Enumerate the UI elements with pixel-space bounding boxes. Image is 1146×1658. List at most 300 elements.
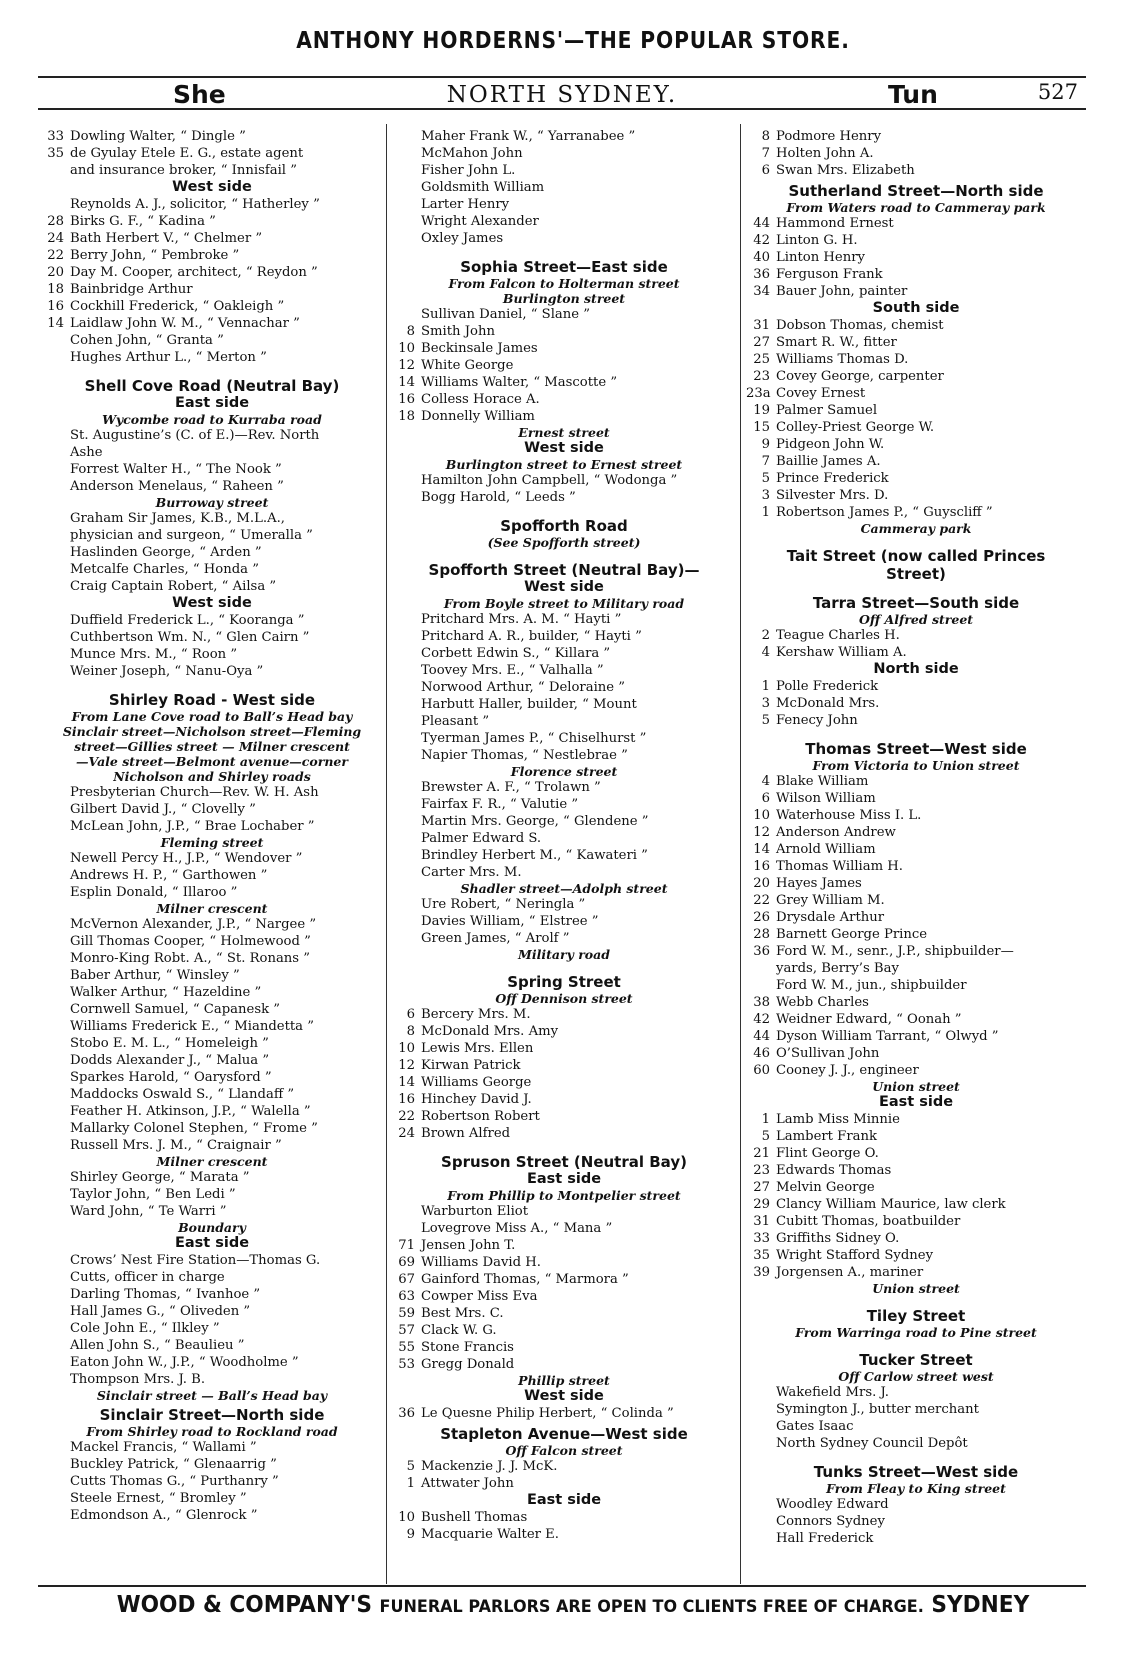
house-number: 21 <box>753 1146 770 1161</box>
directory-entry <box>40 510 384 527</box>
entry-text: McVernon Alexander, J.P., “ Nargee ” <box>70 917 317 932</box>
directory-entry <box>40 1490 384 1507</box>
directory-entry <box>40 801 384 818</box>
house-number: 60 <box>753 1063 770 1078</box>
entry-text: Walker Arthur, “ Hazeldine ” <box>70 985 262 1000</box>
cross-street-note: Ernest street <box>518 425 610 440</box>
directory-entry <box>40 1035 384 1052</box>
directory-entry <box>391 357 737 374</box>
directory-entry <box>40 884 384 901</box>
directory-entry <box>40 967 384 984</box>
entry-text: Presbyterian Church—Rev. W. H. Ash <box>70 785 319 800</box>
entry-text: Brewster A. F., “ Trolawn ” <box>421 780 601 795</box>
cross-street-note: Off Dennison street <box>495 991 633 1006</box>
entry-text: Hall James G., “ Oliveden ” <box>70 1304 251 1319</box>
spacer <box>746 1340 1086 1348</box>
entry-text: Brindley Herbert M., “ Kawateri ” <box>421 848 648 863</box>
directory-entry <box>40 578 384 595</box>
directory-entry <box>40 984 384 1001</box>
directory-entry <box>391 1237 737 1254</box>
directory-entry <box>391 1006 737 1023</box>
directory-entry <box>40 427 384 444</box>
directory-entry <box>40 1018 384 1035</box>
footer-message: FUNERAL PARLORS ARE OPEN TO CLIENTS FREE OF CHARGE. <box>379 1597 924 1617</box>
cross-street-note: Burlington street <box>502 291 626 306</box>
street-heading: Shell Cove Road (Neutral Bay) <box>84 377 340 395</box>
directory-entry <box>40 1337 384 1354</box>
directory-entry <box>746 317 1086 334</box>
house-number: 10 <box>398 341 415 356</box>
entry-text: Ferguson Frank <box>776 267 883 282</box>
spacer <box>40 680 384 688</box>
house-number: 33 <box>47 129 64 144</box>
entry-text: Russell Mrs. J. M., “ Craignair ” <box>70 1138 282 1153</box>
directory-entry <box>746 1384 1086 1401</box>
directory-entry <box>40 818 384 835</box>
entry-text: Gainford Thomas, “ Marmora ” <box>421 1272 629 1287</box>
entry-text: Williams David H. <box>421 1255 541 1270</box>
entry-text: Teague Charles H. <box>776 628 900 643</box>
directory-entry <box>391 1203 737 1220</box>
entry-text: Harbutt Haller, builder, “ Mount <box>421 697 637 712</box>
cross-street-note: From Warringa road to Pine street <box>795 1325 1037 1340</box>
house-number: 33 <box>753 1231 770 1246</box>
header-rule-bottom <box>38 108 1086 110</box>
entry-text: Smith John <box>421 324 495 339</box>
directory-entry <box>40 478 384 495</box>
entry-text: Hughes Arthur L., “ Merton ” <box>70 350 267 365</box>
house-number: 25 <box>753 352 770 367</box>
directory-entry <box>391 611 737 628</box>
directory-entry <box>391 323 737 340</box>
entry-text: Taylor John, “ Ben Ledi ” <box>70 1187 236 1202</box>
entry-text: Pritchard A. R., builder, “ Hayti ” <box>421 629 642 644</box>
house-number: 20 <box>47 265 64 280</box>
entry-text: Attwater John <box>421 1476 514 1491</box>
directory-entry <box>746 875 1086 892</box>
column-divider <box>740 124 741 1584</box>
directory-entry <box>391 730 737 747</box>
entry-text: Mackel Francis, “ Wallami ” <box>70 1440 257 1455</box>
directory-entry <box>391 779 737 796</box>
directory-entry <box>40 349 384 366</box>
directory-entry <box>391 408 737 425</box>
directory-entry <box>391 913 737 930</box>
entry-text: Cole John E., “ Ilkley ” <box>70 1321 220 1336</box>
directory-entry <box>391 679 737 696</box>
entry-text: Prince Frederick <box>776 471 889 486</box>
cross-street-note: Off Carlow street west <box>838 1369 994 1384</box>
directory-entry <box>746 824 1086 841</box>
directory-entry <box>391 1288 737 1305</box>
entry-text: Day M. Cooper, architect, “ Reydon ” <box>70 265 318 280</box>
house-number: 36 <box>753 267 770 282</box>
directory-entry <box>40 916 384 933</box>
entry-text: Williams Thomas D. <box>776 352 909 367</box>
directory-entry <box>391 696 737 713</box>
cross-street-note: Off Alfred street <box>858 612 974 627</box>
directory-entry <box>40 1137 384 1154</box>
house-number: 8 <box>761 129 770 144</box>
cross-street-note: Burroway street <box>155 495 269 510</box>
directory-entry <box>40 1186 384 1203</box>
entry-text: Lovegrove Miss A., “ Mana ” <box>421 1221 613 1236</box>
entry-text: Buckley Patrick, “ Glenaarrig ” <box>70 1457 277 1472</box>
directory-entry <box>391 1220 737 1237</box>
entry-text: Silvester Mrs. D. <box>776 488 889 503</box>
entry-text: Pidgeon John W. <box>776 437 885 452</box>
spacer <box>391 962 737 970</box>
directory-entry <box>40 1303 384 1320</box>
entry-text: Donnelly William <box>421 409 535 424</box>
entry-text: Monro-King Robt. A., “ St. Ronans ” <box>70 951 310 966</box>
directory-entry <box>391 1091 737 1108</box>
house-number: 59 <box>398 1306 415 1321</box>
entry-text: Swan Mrs. Elizabeth <box>776 163 915 178</box>
house-number: 22 <box>47 248 64 263</box>
directory-entry <box>40 933 384 950</box>
entry-text: Edmondson A., “ Glenrock ” <box>70 1508 258 1523</box>
directory-entry <box>746 790 1086 807</box>
directory-column-2 <box>391 128 737 1583</box>
house-number: 18 <box>47 282 64 297</box>
entry-text: Weidner Edward, “ Oonah ” <box>776 1012 962 1027</box>
directory-entry <box>746 162 1086 179</box>
guide-word-left: She <box>173 80 226 109</box>
entry-text: Williams Walter, “ Mascotte ” <box>421 375 618 390</box>
entry-text: Colley-Priest George W. <box>776 420 935 435</box>
directory-entry <box>40 1103 384 1120</box>
directory-entry <box>40 1354 384 1371</box>
directory-entry <box>746 283 1086 300</box>
entry-text: Hall Frederick <box>776 1531 874 1546</box>
entry-text: Toovey Mrs. E., “ Valhalla ” <box>421 663 604 678</box>
cross-street-note: Fleming street <box>160 835 264 850</box>
entry-text: Crows’ Nest Fire Station—Thomas G. <box>70 1253 321 1268</box>
entry-text: Robertson Robert <box>421 1109 540 1124</box>
directory-entry <box>746 1011 1086 1028</box>
directory-entry <box>746 943 1086 960</box>
house-number: 10 <box>398 1510 415 1525</box>
entry-text: Steele Ernest, “ Bromley ” <box>70 1491 247 1506</box>
directory-entry <box>746 1128 1086 1145</box>
directory-entry <box>746 1045 1086 1062</box>
entry-text: Linton Henry <box>776 250 865 265</box>
house-number: 14 <box>398 375 415 390</box>
entry-text: Arnold William <box>776 842 876 857</box>
entry-text: Covey Ernest <box>776 386 866 401</box>
entry-text: Kirwan Patrick <box>421 1058 521 1073</box>
house-number: 46 <box>753 1046 770 1061</box>
cross-street-note: Union street <box>872 1281 960 1296</box>
directory-entry <box>391 1023 737 1040</box>
house-number: 5 <box>761 1129 770 1144</box>
cross-street-note: Sinclair street—Nicholson street—Fleming <box>62 724 362 739</box>
directory-entry <box>40 663 384 680</box>
entry-text: Cuthbertson Wm. N., “ Glen Cairn ” <box>70 630 310 645</box>
entry-text: McLean John, J.P., “ Brae Lochaber ” <box>70 819 315 834</box>
entry-text: Podmore Henry <box>776 129 882 144</box>
directory-entry <box>391 1125 737 1142</box>
cross-street-note: Sinclair street — Ball’s Head bay <box>96 1388 328 1403</box>
entry-text: Birks G. F., “ Kadina ” <box>70 214 216 229</box>
directory-entry <box>746 994 1086 1011</box>
directory-entry <box>746 1162 1086 1179</box>
directory-entry <box>746 695 1086 712</box>
side-heading: East side <box>878 1094 954 1110</box>
house-number: 28 <box>753 927 770 942</box>
entry-text: Bath Herbert V., “ Chelmer ” <box>70 231 263 246</box>
directory-entry <box>746 1213 1086 1230</box>
house-number: 34 <box>753 284 770 299</box>
directory-entry <box>746 1530 1086 1547</box>
house-number: 1 <box>406 1476 415 1491</box>
directory-entry <box>40 145 384 162</box>
entry-text: Feather H. Atkinson, J.P., “ Walella ” <box>70 1104 311 1119</box>
directory-entry <box>40 281 384 298</box>
directory-entry <box>40 213 384 230</box>
directory-entry <box>746 470 1086 487</box>
directory-entry <box>40 1439 384 1456</box>
directory-entry <box>391 1356 737 1373</box>
directory-entry <box>746 977 1086 994</box>
cross-street-note: Boundary <box>178 1220 246 1235</box>
house-number: 7 <box>761 146 770 161</box>
directory-entry <box>391 1040 737 1057</box>
house-number: 14 <box>47 316 64 331</box>
footer-advertiser: WOOD & COMPANY'S <box>116 1592 373 1618</box>
directory-entry <box>746 1418 1086 1435</box>
spacer <box>746 536 1086 544</box>
entry-text: Holten John A. <box>776 146 874 161</box>
directory-entry <box>746 1196 1086 1213</box>
entry-text: Gates Isaac <box>776 1419 854 1434</box>
entry-text: Maher Frank W., “ Yarranabee ” <box>421 129 636 144</box>
directory-entry <box>746 1145 1086 1162</box>
house-number: 28 <box>47 214 64 229</box>
entry-text: Jensen John T. <box>421 1238 516 1253</box>
directory-entry <box>746 215 1086 232</box>
house-number: 3 <box>761 696 770 711</box>
spacer <box>746 729 1086 737</box>
entry-text: McDonald Mrs. <box>776 696 880 711</box>
entry-text: de Gyulay Etele E. G., estate agent <box>70 146 304 161</box>
directory-entry <box>40 230 384 247</box>
entry-text: Best Mrs. C. <box>421 1306 504 1321</box>
entry-text: Laidlaw John W. M., “ Vennachar ” <box>70 316 300 331</box>
entry-text: Lewis Mrs. Ellen <box>421 1041 534 1056</box>
house-number: 71 <box>398 1238 415 1253</box>
entry-text: Palmer Edward S. <box>421 831 542 846</box>
entry-text: Martin Mrs. George, “ Glendene ” <box>421 814 649 829</box>
directory-entry <box>746 1062 1086 1079</box>
directory-entry <box>391 196 737 213</box>
directory-entry <box>746 436 1086 453</box>
street-heading: Sutherland Street—North side <box>788 182 1044 200</box>
directory-entry <box>391 1526 737 1543</box>
entry-text: Bogg Harold, “ Leeds ” <box>421 490 576 505</box>
entry-text: Eaton John W., J.P., “ Woodholme ” <box>70 1355 299 1370</box>
entry-text: Gill Thomas Cooper, “ Holmewood ” <box>70 934 311 949</box>
entry-text: Blake William <box>776 774 869 789</box>
entry-text: Newell Percy H., J.P., “ Wendover ” <box>70 851 303 866</box>
directory-entry <box>40 1001 384 1018</box>
directory-entry <box>391 864 737 881</box>
directory-entry <box>746 1028 1086 1045</box>
directory-entry <box>40 561 384 578</box>
entry-text: Thompson Mrs. J. B. <box>70 1372 206 1387</box>
directory-entry <box>40 629 384 646</box>
entry-text: Sparkes Harold, “ Oarysford ” <box>70 1070 272 1085</box>
house-number: 44 <box>753 1029 770 1044</box>
directory-entry <box>746 351 1086 368</box>
house-number: 29 <box>753 1197 770 1212</box>
entry-text: Cutts Thomas G., “ Purthanry ” <box>70 1474 279 1489</box>
side-heading: West side <box>172 179 252 195</box>
entry-text: Hayes James <box>776 876 862 891</box>
directory-entry <box>391 1305 737 1322</box>
directory-entry <box>746 773 1086 790</box>
side-heading: South side <box>872 300 960 316</box>
cross-street-note: Wycombe road to Kurraba road <box>102 412 322 427</box>
spacer <box>391 550 737 558</box>
directory-entry <box>746 1179 1086 1196</box>
running-head <box>38 76 1086 108</box>
house-number: 53 <box>398 1357 415 1372</box>
entry-text: Fairfax F. R., “ Valutie ” <box>421 797 579 812</box>
directory-entry <box>40 850 384 867</box>
house-number: 27 <box>753 335 770 350</box>
cross-street-note: From Falcon to Holterman street <box>448 276 680 291</box>
directory-entry <box>746 627 1086 644</box>
directory-entry <box>391 489 737 506</box>
house-number: 6 <box>761 163 770 178</box>
entry-text: McMahon John <box>421 146 523 161</box>
page-title: NORTH SYDNEY. <box>446 82 678 108</box>
directory-entry <box>40 1203 384 1220</box>
entry-text: Graham Sir James, K.B., M.L.A., <box>70 511 285 526</box>
house-number: 8 <box>406 324 415 339</box>
directory-entry <box>40 1252 384 1269</box>
house-number: 14 <box>398 1075 415 1090</box>
street-heading: Stapleton Avenue—West side <box>440 1425 688 1443</box>
entry-continuation: Reynolds A. J., solicitor, “ Hatherley ” <box>70 197 320 212</box>
directory-entry <box>746 1111 1086 1128</box>
entry-text: Williams George <box>421 1075 532 1090</box>
directory-entry <box>391 662 737 679</box>
entry-text: North Sydney Council Depôt <box>776 1436 968 1451</box>
directory-entry <box>40 784 384 801</box>
street-heading: Street) <box>886 565 946 583</box>
cross-street-note: Off Falcon street <box>505 1443 623 1458</box>
spacer <box>746 583 1086 591</box>
entry-text: Goldsmith William <box>421 180 545 195</box>
directory-entry <box>746 1247 1086 1264</box>
entry-text: Cohen John, “ Granta ” <box>70 333 224 348</box>
entry-text: Allen John S., “ Beaulieu ” <box>70 1338 245 1353</box>
cross-street-note: From Boyle street to Military road <box>443 596 685 611</box>
cross-street-note: street—Gillies street — Milner crescent <box>74 739 350 754</box>
cross-street-note: Milner crescent <box>156 901 268 916</box>
directory-entry <box>40 264 384 281</box>
directory-entry <box>391 847 737 864</box>
directory-entry <box>746 385 1086 402</box>
directory-entry <box>391 128 737 145</box>
directory-entry <box>391 747 737 764</box>
directory-entry <box>746 1401 1086 1418</box>
directory-entry <box>746 712 1086 729</box>
directory-entry <box>40 247 384 264</box>
entry-text: Smart R. W., fitter <box>776 335 897 350</box>
cross-street-note: Nicholson and Shirley roads <box>113 769 311 784</box>
directory-entry <box>391 796 737 813</box>
street-heading: Spofforth Street (Neutral Bay)— <box>428 561 700 579</box>
entry-text: Sullivan Daniel, “ Slane ” <box>421 307 591 322</box>
directory-entry <box>391 1057 737 1074</box>
directory-entry <box>746 145 1086 162</box>
directory-entry <box>746 909 1086 926</box>
house-number: 22 <box>753 893 770 908</box>
house-number: 14 <box>753 842 770 857</box>
directory-entry <box>746 368 1086 385</box>
entry-text: Lambert Frank <box>776 1129 877 1144</box>
house-number: 42 <box>753 233 770 248</box>
entry-text: Mackenzie J. J. McK. <box>421 1459 558 1474</box>
directory-entry <box>746 926 1086 943</box>
directory-entry <box>391 213 737 230</box>
entry-text: Palmer Samuel <box>776 403 878 418</box>
entry-text: McDonald Mrs. Amy <box>421 1024 559 1039</box>
directory-entry <box>40 1286 384 1303</box>
entry-text: Berry John, “ Pembroke ” <box>70 248 240 263</box>
page-number: 527 <box>1037 80 1078 104</box>
directory-entry <box>391 896 737 913</box>
house-number: 31 <box>753 318 770 333</box>
entry-text: Cooney J. J., engineer <box>776 1063 919 1078</box>
side-heading: West side <box>172 595 252 611</box>
house-number: 5 <box>761 471 770 486</box>
entry-text: Kershaw William A. <box>776 645 907 660</box>
entry-text: Waterhouse Miss I. L. <box>776 808 922 823</box>
entry-text: Dyson William Tarrant, “ Olwyd ” <box>776 1029 999 1044</box>
directory-entry <box>746 1496 1086 1513</box>
directory-entry <box>391 340 737 357</box>
column-divider <box>386 124 387 1584</box>
street-heading: Spring Street <box>507 973 621 991</box>
directory-entry <box>746 1435 1086 1452</box>
street-heading: Tait Street (now called Princes <box>786 547 1046 565</box>
cross-street-note: Florence street <box>510 764 618 779</box>
entry-text: Corbett Edwin S., “ Killara ” <box>421 646 611 661</box>
entry-continuation: and insurance broker, “ Innisfail ” <box>70 163 297 178</box>
entry-text: Griffiths Sidney O. <box>776 1231 900 1246</box>
spacer <box>391 1142 737 1150</box>
entry-text: Fenecy John <box>776 713 858 728</box>
house-number: 36 <box>398 1406 415 1421</box>
house-number: 5 <box>406 1459 415 1474</box>
directory-entry <box>40 612 384 629</box>
entry-text: Le Quesne Philip Herbert, “ Colinda ” <box>421 1406 674 1421</box>
directory-entry <box>746 249 1086 266</box>
house-number: 23 <box>753 369 770 384</box>
directory-entry <box>746 402 1086 419</box>
house-number: 23 <box>753 1163 770 1178</box>
house-number: 31 <box>753 1214 770 1229</box>
entry-text: Maddocks Oswald S., “ Llandaff ” <box>70 1087 295 1102</box>
entry-text: White George <box>421 358 514 373</box>
entry-text: Hinchey David J. <box>421 1092 532 1107</box>
directory-entry <box>746 232 1086 249</box>
